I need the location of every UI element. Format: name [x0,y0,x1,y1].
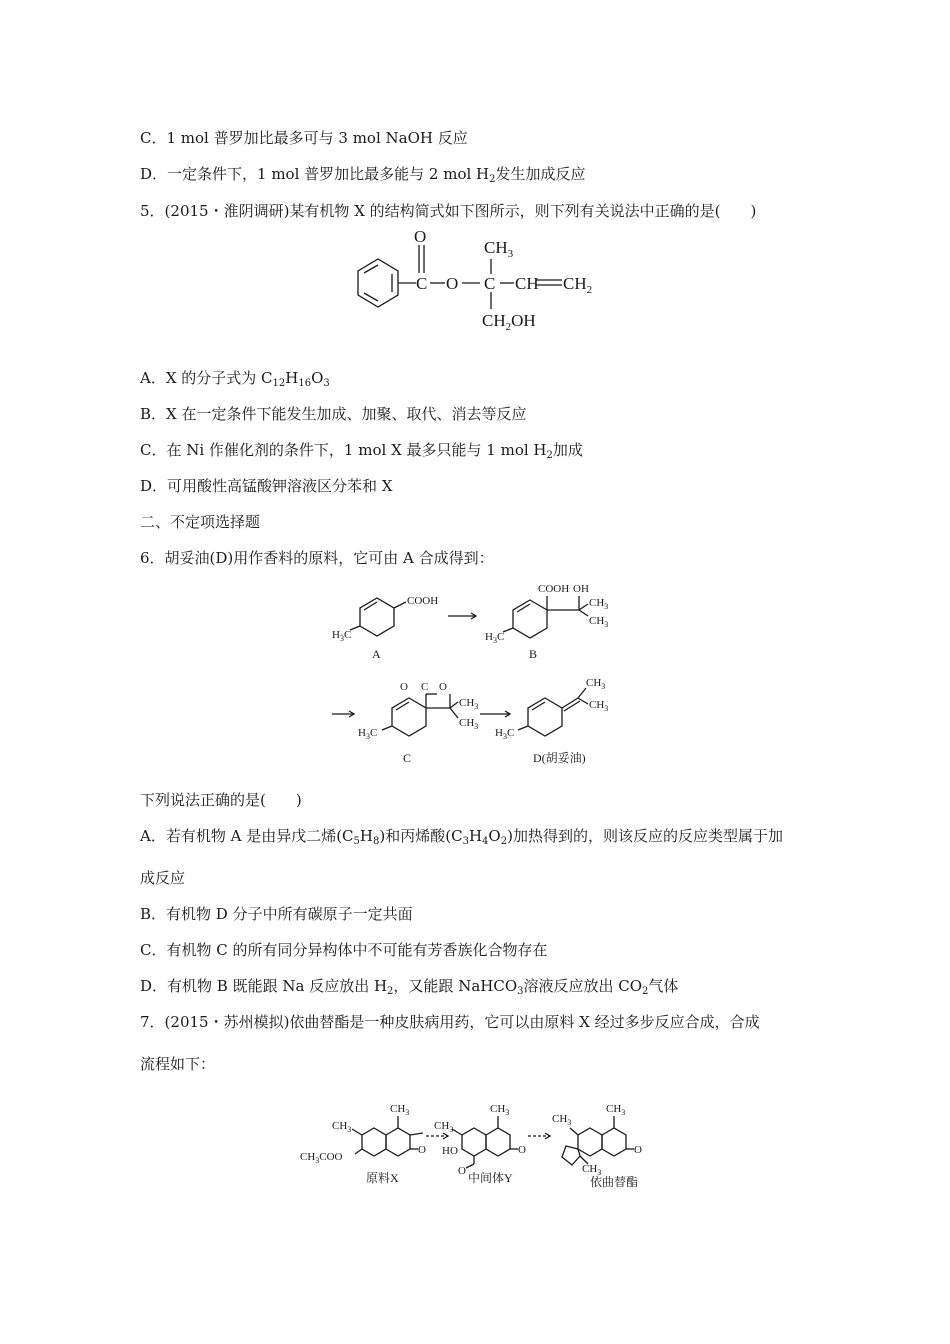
svg-text:O: O [400,681,408,693]
svg-text:HO: HO [442,1145,458,1157]
label-b: B [529,647,538,661]
svg-text:C: C [484,274,496,293]
option-6c: C．有机物 C 的所有同分异构体中不可能有芳香族化合物存在 [140,941,548,959]
ester-o: O [446,274,459,293]
label-x: 原料X [366,1171,399,1185]
svg-text:CH3: $CH_3$ [484,238,514,260]
svg-text:CH3: $CH_3$ [586,677,606,691]
svg-text:O: O [458,1165,466,1177]
svg-text:CH3: $CH_3$ [606,1103,626,1117]
option-6b: B．有机物 D 分子中所有碳原子一定共面 [140,905,413,923]
carbon-c: C [416,274,428,293]
svg-text:COOH: COOH [538,583,570,595]
figure-7-synthesis [298,1098,668,1190]
svg-text:H3C: $H_3C$ [495,727,515,741]
svg-text:COOH: COOH [407,595,439,607]
svg-text:CH3COO: $CH_3COO$ [300,1151,343,1165]
svg-text:OH: OH [573,583,589,595]
svg-text:CH3: $CH_3$ [589,615,609,629]
option-6a-line2: 成反应 [140,869,186,887]
carbonyl-o: O [414,227,427,246]
figure-5-structure [340,225,620,335]
svg-text:O: O [439,681,447,693]
svg-text:H3C: $H_3C$ [358,727,378,741]
option-c-prev: C．1 mol 普罗加比最多可与 3 mol NaOH 反应 [140,129,468,147]
svg-text:H3C: $H_3C$ [485,631,505,645]
label-d: D(胡妥油) [533,751,586,765]
question-6-stem: 下列说法正确的是( ) [140,791,302,809]
svg-text:CH: CH [515,274,539,293]
option-6a-line1: A．若有机物 A 是由异戊二烯$(C_5H_8)$和丙烯酸$(C_3H_4O_2)$加热得到的，则该反应的反应类型属于加 [140,827,783,847]
question-6: 6．胡妥油(D)用作香料的原料，它可由 A 合成得到： [140,549,494,567]
svg-text:CH3: $CH_3$ [390,1103,410,1117]
option-5d: D．可用酸性高锰酸钾溶液区分苯和 X [140,477,393,495]
question-7-line1: 7．(2015・苏州模拟)依曲替酯是一种皮肤病用药，它可以由原料 X 经过多步反应合成，合成 [140,1013,760,1031]
svg-text:CH3: $CH_3$ [589,699,609,713]
label-a: A [372,647,381,661]
svg-text:CH2OH: $CH_2OH$ [482,311,536,333]
option-d-prev: D．一定条件下，1 mol 普罗加比最多能与 2 mol $H_2$发生加成反应 [140,165,586,185]
section-2-heading: 二、不定项选择题 [140,513,261,531]
option-5c: C．在 Ni 作催化剂的条件下，1 mol X 最多只能与 1 mol $H_2$加成 [140,441,583,461]
svg-text:C: C [421,681,429,693]
svg-text:CH2: $CH_2$ [563,274,593,296]
svg-text:O: O [634,1144,642,1156]
option-5b: B．X 在一定条件下能发生加成、加聚、取代、消去等反应 [140,405,527,423]
figure-6-synthesis [330,578,630,770]
svg-text:O: O [418,1144,426,1156]
svg-text:CH3: $CH_3$ [332,1120,352,1134]
option-6d: D．有机物 B 既能跟 Na 反应放出 $H_2$，又能跟 NaHCO$_3$溶液反应放出 $CO_2$气体 [140,977,679,997]
question-7-line2: 流程如下： [140,1055,216,1073]
option-5a: A．X 的分子式为 $C_{12}H_{16}O_3$ [140,369,330,389]
label-z: 依曲替酯 [590,1175,639,1189]
svg-text:CH3: $CH_3$ [434,1120,454,1134]
svg-text:CH3: $CH_3$ [589,597,609,611]
question-5: 5．(2015・淮阴调研)某有机物 X 的结构简式如下图所示，则下列有关说法中正确的是( ) [140,202,757,220]
svg-text:CH3: $CH_3$ [459,717,479,731]
svg-text:H3C: $H_3C$ [332,629,352,643]
label-c: C [403,751,412,765]
svg-text:CH3: $CH_3$ [582,1163,602,1177]
svg-text:CH3: $CH_3$ [459,697,479,711]
label-y: 中间体Y [468,1171,513,1185]
svg-text:CH3: $CH_3$ [552,1113,572,1127]
svg-text:O: O [518,1144,526,1156]
svg-text:CH3: $CH_3$ [490,1103,510,1117]
